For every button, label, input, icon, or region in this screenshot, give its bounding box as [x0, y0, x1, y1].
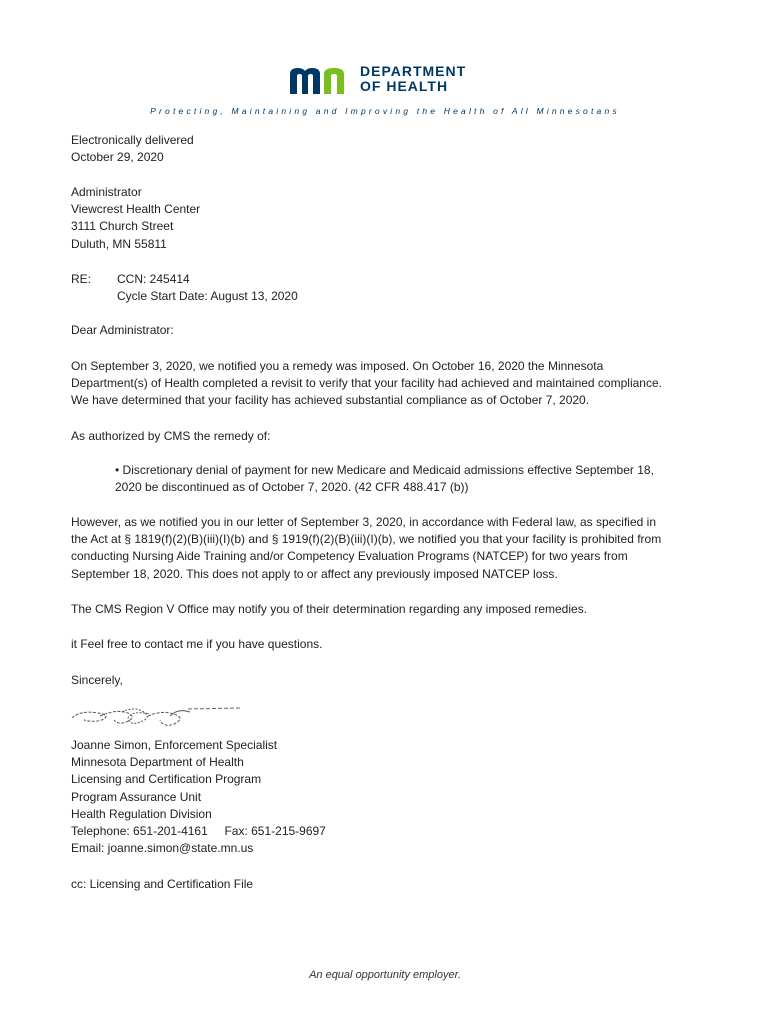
logo-line-1: DEPARTMENT	[360, 63, 467, 79]
signature-image	[70, 704, 250, 730]
closing: Sincerely,	[71, 673, 123, 687]
paragraph-1-line: We have determined that your facility has achieved substantial compliance as of October 7, 2020.	[71, 393, 590, 408]
paragraph-5: it Feel free to contact me if you have questions.	[71, 637, 323, 651]
paragraph-3-line: However, as we notified you in our letter of September 3, 2020, in accordance with Federal law, as specified in	[71, 515, 656, 529]
paragraph-4: The CMS Region V Office may notify you of their determination regarding any imposed remedies.	[71, 602, 588, 616]
paragraph-1-line: Department(s) of Health completed a revisit to verify that your facility had achieved and maintained compliance.	[71, 376, 662, 391]
logo-wordmark	[360, 64, 466, 94]
salutation: Dear Administrator:	[71, 323, 174, 337]
recipient-facility: Viewcrest Health Center	[71, 202, 201, 217]
paragraph-3	[71, 514, 711, 583]
sender-division: Health Regulation Division	[71, 806, 212, 821]
paragraph-3-line: conducting Nursing Aide Training and/or Competency Evaluation Programs (NATCEP) for two years from	[71, 549, 628, 564]
recipient-address	[71, 184, 711, 253]
re-label: RE:	[71, 272, 92, 286]
sender-phone: Telephone: 651-201-4161 Fax: 651-215-9697	[71, 824, 326, 839]
sender-email: Email: joanne.simon@state.mn.us	[71, 841, 254, 856]
sender-block	[71, 737, 711, 857]
remedy-bullet-line: • Discretionary denial of payment for new Medicare and Medicaid admissions effective September 18,	[115, 463, 654, 477]
recipient-title: Administrator	[71, 185, 142, 199]
re-ccn: CCN: 245414	[117, 272, 190, 286]
remedy-bullet	[115, 462, 715, 496]
paragraph-2: As authorized by CMS the remedy of:	[71, 429, 271, 443]
recipient-street: 3111 Church Street	[71, 219, 174, 234]
re-cycle: Cycle Start Date: August 13, 2020	[117, 289, 298, 304]
remedy-bullet-line: 2020 be discontinued as of October 7, 2020. (42 CFR 488.417 (b))	[115, 480, 469, 495]
cc-line: cc: Licensing and Certification File	[71, 877, 254, 891]
delivery-block	[71, 132, 711, 166]
sender-program: Licensing and Certification Program	[71, 772, 262, 787]
re-block	[71, 271, 711, 305]
sender-name: Joanne Simon, Enforcement Specialist	[71, 738, 278, 752]
mdh-logo	[290, 62, 466, 96]
delivery-method: Electronically delivered	[71, 133, 194, 147]
tagline: Protecting, Maintaining and Improving the Health of All Minnesotans	[150, 106, 620, 116]
logo-line-2: OF HEALTH	[360, 78, 449, 94]
paragraph-1-line: On September 3, 2020, we notified you a remedy was imposed. On October 16, 2020 the Minnesota	[71, 359, 604, 373]
paragraph-3-line: September 18, 2020. This does not apply to or affect any previously imposed NATCEP loss.	[71, 566, 558, 581]
paragraph-3-line: the Act at § 1819(f)(2)(B)(iii)(I)(b) and § 1919(f)(2)(B)(iii)(I)(b), we notified you that your facility is prohibited from	[71, 532, 662, 547]
recipient-city: Duluth, MN 55811	[71, 236, 167, 251]
letter-date: October 29, 2020	[71, 150, 164, 165]
footer-text: An equal opportunity employer.	[309, 969, 461, 981]
paragraph-1	[71, 358, 711, 410]
sender-org: Minnesota Department of Health	[71, 755, 244, 770]
mn-logo-icon	[290, 64, 354, 94]
sender-unit: Program Assurance Unit	[71, 789, 202, 804]
